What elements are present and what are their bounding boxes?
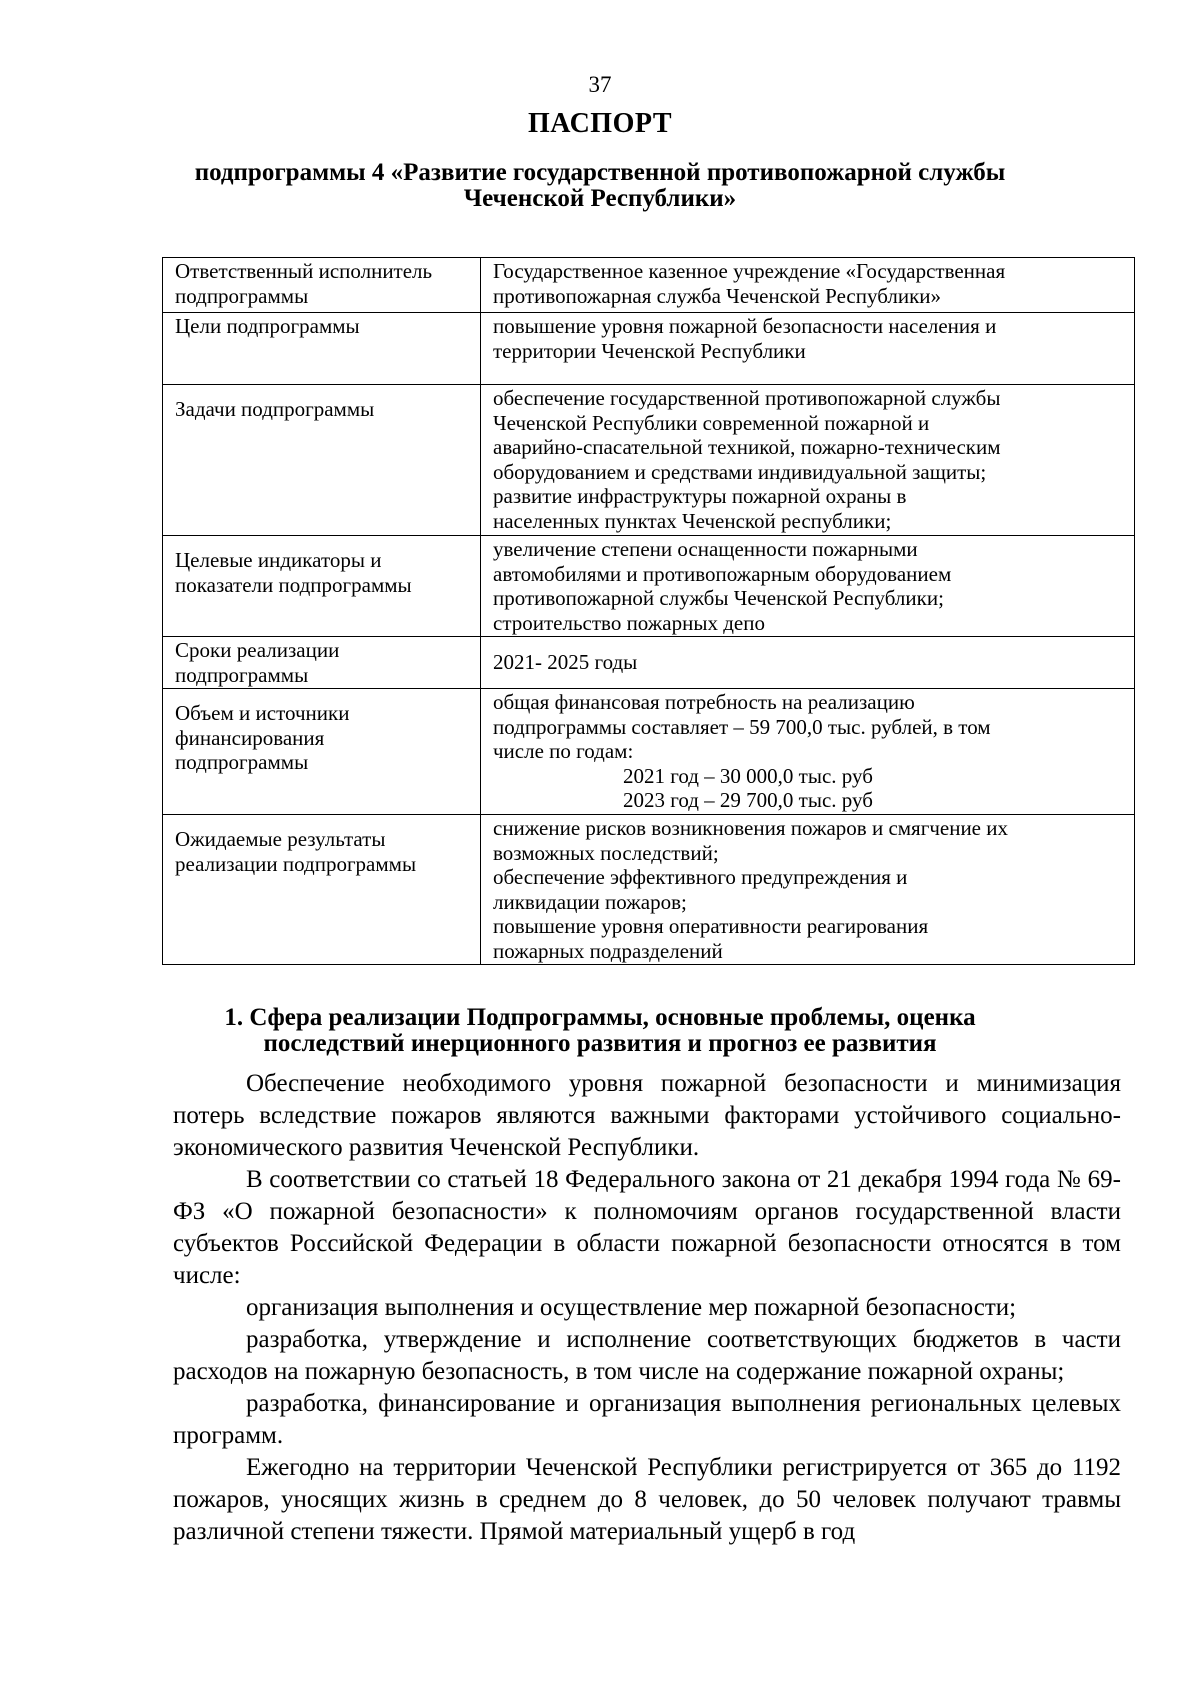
cell-text: развитие инфраструктуры пожарной охраны в bbox=[493, 484, 907, 508]
cell-text: населенных пунктах Чеченской республики; bbox=[493, 508, 892, 533]
cell-text: обеспечение государственной противопожарной службы bbox=[493, 386, 1001, 410]
section-heading bbox=[150, 1005, 1050, 1057]
cell-text: Чеченской Республики современной пожарной и bbox=[493, 410, 930, 435]
cell-text: снижение рисков возникновения пожаров и смягчение их bbox=[493, 816, 1008, 840]
cell-text: Задачи подпрограммы bbox=[175, 397, 375, 421]
row-label-cell bbox=[163, 313, 481, 385]
cell-text: увеличение степени оснащенности пожарными bbox=[493, 537, 918, 561]
cell-text: 2021 год – 30 000,0 тыс. руб bbox=[623, 763, 873, 788]
cell-text: Целевые индикаторы и bbox=[175, 548, 382, 572]
row-label-cell bbox=[163, 637, 481, 689]
cell-text: обеспечение эффективного предупреждения и bbox=[493, 865, 908, 889]
cell-text: оборудованием и средствами индивидуальной защиты; bbox=[493, 459, 987, 484]
subtitle-line: Чеченской Республики» bbox=[463, 185, 737, 212]
cell-text: автомобилями и противопожарным оборудованием bbox=[493, 561, 952, 586]
cell-text: Сроки реализации bbox=[175, 638, 340, 662]
cell-text: возможных последствий; bbox=[493, 840, 719, 865]
row-label-cell bbox=[163, 815, 481, 965]
cell-text: ликвидации пожаров; bbox=[493, 889, 687, 914]
row-value-cell bbox=[481, 385, 1135, 536]
row-label-cell bbox=[163, 689, 481, 815]
row-value-cell bbox=[481, 258, 1135, 313]
cell-text: 2023 год – 29 700,0 тыс. руб bbox=[623, 788, 873, 812]
cell-text: финансирования bbox=[175, 725, 325, 750]
table-row bbox=[163, 385, 1135, 536]
paragraph: Обеспечение необходимого уровня пожарной безопасности и минимизация потерь вследствие пожаров являются важными факторами устойчивого социально-экономического развития Чеченской Республики. bbox=[173, 1070, 1121, 1161]
row-value-cell bbox=[481, 637, 1135, 689]
cell-text: территории Чеченской Республики bbox=[493, 338, 806, 363]
section-heading-line: 1. Сфера реализации Подпрограммы, основные проблемы, оценка bbox=[224, 1004, 976, 1031]
cell-text: пожарных подразделений bbox=[493, 938, 723, 963]
cell-text: подпрограммы составляет – 59 700,0 тыс. рублей, в том bbox=[493, 714, 991, 739]
passport-table bbox=[162, 257, 1135, 965]
cell-text: строительство пожарных депо bbox=[493, 610, 765, 635]
cell-text: повышение уровня пожарной безопасности населения и bbox=[493, 314, 997, 338]
table-row bbox=[163, 637, 1135, 689]
section-heading-line: последствий инерционного развития и прогноз ее развития bbox=[263, 1030, 937, 1057]
cell-text: числе по годам: bbox=[493, 739, 634, 763]
row-value-cell bbox=[481, 689, 1135, 815]
cell-text: Ответственный исполнитель bbox=[175, 259, 433, 283]
paragraph: Ежегодно на территории Чеченской Республики регистрируется от 365 до 1192 пожаров, уносящих жизнь в среднем до 8 человек, до 50 человек получают травмы различной степени тяжести. Прямой материальный ущерб в год bbox=[173, 1454, 1121, 1545]
row-label-cell bbox=[163, 258, 481, 313]
cell-text: подпрограммы bbox=[175, 283, 309, 308]
paragraph: разработка, финансирование и организация выполнения региональных целевых программ. bbox=[173, 1390, 1121, 1449]
cell-text: реализации подпрограммы bbox=[175, 851, 417, 876]
body-text bbox=[173, 1068, 1121, 1548]
cell-text: Цели подпрограммы bbox=[175, 314, 360, 338]
page-number: 37 bbox=[588, 72, 612, 97]
paragraph: организация выполнения и осуществление мер пожарной безопасности; bbox=[246, 1294, 1017, 1321]
row-value-cell bbox=[481, 313, 1135, 385]
document-subtitle bbox=[150, 160, 1050, 212]
document-title: ПАСПОРТ bbox=[527, 108, 672, 139]
row-label-cell bbox=[163, 536, 481, 637]
cell-text: аварийно-спасательной техникой, пожарно-техническим bbox=[493, 435, 1001, 459]
cell-text: показатели подпрограммы bbox=[175, 572, 412, 597]
cell-text: Ожидаемые результаты bbox=[175, 827, 386, 851]
row-value-cell bbox=[481, 536, 1135, 637]
paragraph: В соответствии со статьей 18 Федерального закона от 21 декабря 1994 года № 69-ФЗ «О пожарной безопасности» к полномочиям органов государственной власти субъектов Российской Федерации в области пожарной безопасности относятся в том числе: bbox=[173, 1166, 1121, 1289]
subtitle-line: подпрограммы 4 «Развитие государственной противопожарной службы bbox=[194, 159, 1006, 186]
table-row bbox=[163, 815, 1135, 965]
cell-text: 2021- 2025 годы bbox=[493, 650, 638, 675]
row-label-cell bbox=[163, 385, 481, 536]
table-row bbox=[163, 689, 1135, 815]
cell-text: подпрограммы bbox=[175, 750, 309, 774]
table-row bbox=[163, 258, 1135, 313]
cell-text: общая финансовая потребность на реализацию bbox=[493, 690, 915, 714]
cell-text: Государственное казенное учреждение «Государственная bbox=[493, 259, 1006, 283]
row-value-cell bbox=[481, 815, 1135, 965]
table-row bbox=[163, 536, 1135, 637]
cell-text: подпрограммы bbox=[175, 662, 309, 687]
cell-text: Объем и источники bbox=[175, 701, 350, 725]
paragraph: разработка, утверждение и исполнение соответствующих бюджетов в части расходов на пожарную безопасность, в том числе на содержание пожарной охраны; bbox=[173, 1326, 1121, 1385]
cell-text: повышение уровня оперативности реагирования bbox=[493, 914, 929, 938]
cell-text: противопожарная служба Чеченской Республики» bbox=[493, 283, 942, 308]
table-row bbox=[163, 313, 1135, 385]
cell-text: противопожарной службы Чеченской Республики; bbox=[493, 586, 944, 610]
